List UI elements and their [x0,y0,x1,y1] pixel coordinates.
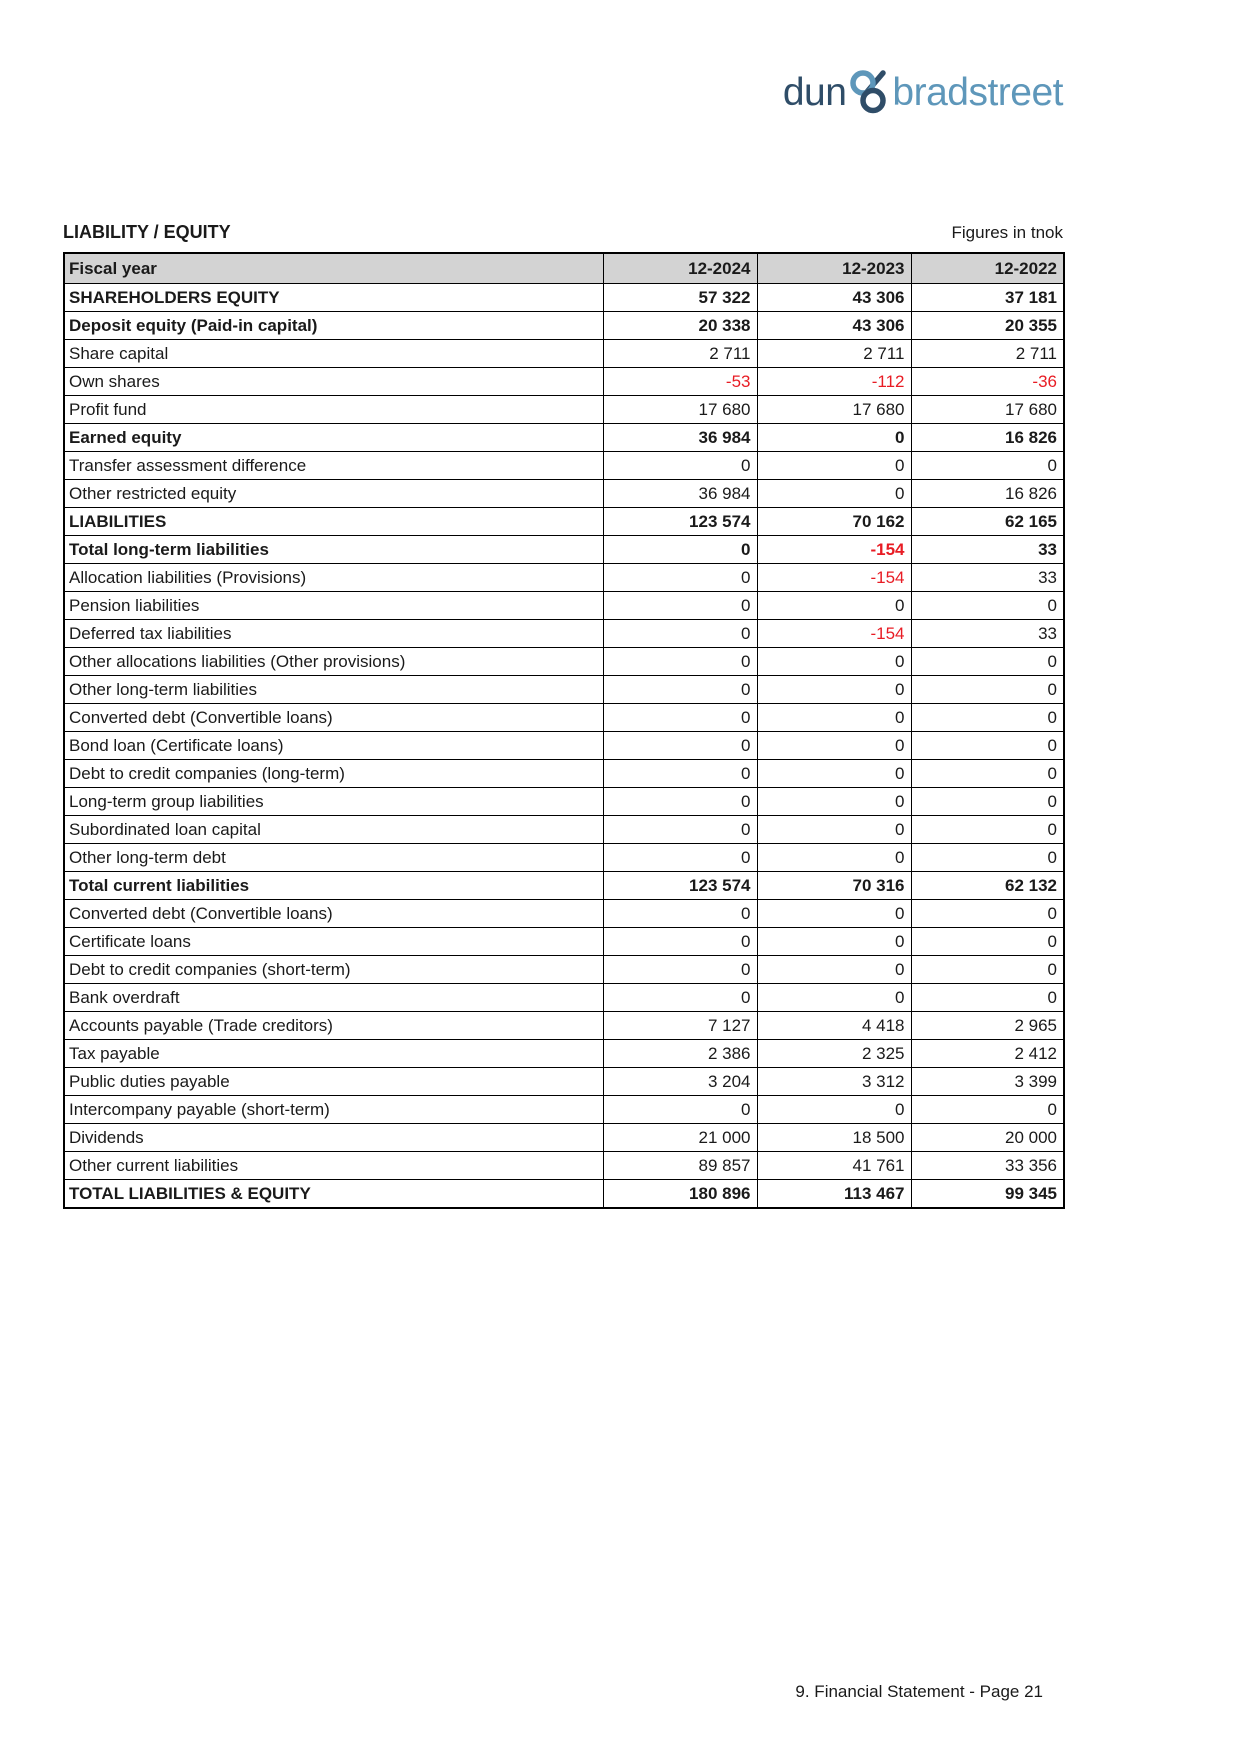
table-row [64,732,1064,760]
row-value: 0 [911,732,1064,760]
row-value: 123 574 [603,872,757,900]
row-value: 0 [603,704,757,732]
table-row [64,704,1064,732]
row-label: Long-term group liabilities [64,788,603,816]
table-row [64,648,1064,676]
row-value: 16 826 [911,480,1064,508]
row-value: 0 [757,452,911,480]
table-body [64,284,1064,1209]
row-value: 57 322 [603,284,757,312]
row-value: 89 857 [603,1152,757,1180]
row-label: Earned equity [64,424,603,452]
table-row [64,1012,1064,1040]
page-title: LIABILITY / EQUITY [63,222,231,242]
row-value: 33 [911,564,1064,592]
table-row [64,872,1064,900]
row-label: Deferred tax liabilities [64,620,603,648]
table-row [64,928,1064,956]
row-label: Deposit equity (Paid-in capital) [64,312,603,340]
table-row [64,844,1064,872]
row-label: Bond loan (Certificate loans) [64,732,603,760]
figures-unit-note: Figures in tnok [951,223,1063,242]
table-row [64,452,1064,480]
table-row [64,1068,1064,1096]
row-value: 0 [757,900,911,928]
row-label: Debt to credit companies (long-term) [64,760,603,788]
header-year-2023: 12-2023 [757,253,911,284]
row-value: 0 [911,704,1064,732]
row-label: Transfer assessment difference [64,452,603,480]
row-value: 0 [757,1096,911,1124]
header-fiscal-year: Fiscal year [64,253,603,284]
row-value: 18 500 [757,1124,911,1152]
row-value: 0 [603,760,757,788]
row-value: 33 [911,620,1064,648]
row-value: 0 [911,956,1064,984]
table-row [64,312,1064,340]
row-value: 113 467 [757,1180,911,1209]
header-year-2022: 12-2022 [911,253,1064,284]
row-value: 0 [757,704,911,732]
row-label: Other restricted equity [64,480,603,508]
row-value: 0 [757,928,911,956]
row-value: -112 [757,368,911,396]
row-value: 99 345 [911,1180,1064,1209]
row-value: 17 680 [911,396,1064,424]
row-value: 0 [911,928,1064,956]
table-row [64,396,1064,424]
row-value: 0 [911,816,1064,844]
row-label: Public duties payable [64,1068,603,1096]
row-value: 0 [757,844,911,872]
row-value: 17 680 [603,396,757,424]
table-row [64,480,1064,508]
row-value: 0 [603,900,757,928]
row-value: 0 [603,816,757,844]
table-row [64,760,1064,788]
row-value: -36 [911,368,1064,396]
row-label: Bank overdraft [64,984,603,1012]
title-row [63,222,1063,243]
liability-equity-table [63,252,1065,1209]
row-value: 3 204 [603,1068,757,1096]
row-label: Profit fund [64,396,603,424]
table-row [64,564,1064,592]
row-value: 0 [757,956,911,984]
row-value: 36 984 [603,480,757,508]
row-value: 0 [911,984,1064,1012]
table-row [64,900,1064,928]
table-row [64,284,1064,312]
row-value: 0 [911,452,1064,480]
row-value: 16 826 [911,424,1064,452]
page-content [63,0,1063,1754]
table-row [64,956,1064,984]
row-label: Other long-term debt [64,844,603,872]
row-value: 0 [911,844,1064,872]
row-value: 0 [757,760,911,788]
row-value: 0 [911,1096,1064,1124]
table-row [64,536,1064,564]
row-value: 0 [757,648,911,676]
row-value: 0 [757,788,911,816]
row-value: 17 680 [757,396,911,424]
row-label: Subordinated loan capital [64,816,603,844]
table-row [64,592,1064,620]
row-value: 0 [603,1096,757,1124]
row-label: Pension liabilities [64,592,603,620]
row-value: -154 [757,564,911,592]
table-row [64,788,1064,816]
row-value: 0 [911,676,1064,704]
row-value: 0 [757,424,911,452]
table-row [64,984,1064,1012]
row-value: 0 [603,928,757,956]
row-label: LIABILITIES [64,508,603,536]
dun-bradstreet-logo [783,68,1063,116]
row-value: 2 386 [603,1040,757,1068]
table-row [64,676,1064,704]
row-value: 70 316 [757,872,911,900]
row-value: 4 418 [757,1012,911,1040]
row-value: 0 [603,648,757,676]
table-row [64,1180,1064,1209]
row-value: 62 165 [911,508,1064,536]
row-value: 0 [911,760,1064,788]
row-value: 20 000 [911,1124,1064,1152]
table-row [64,340,1064,368]
row-value: -53 [603,368,757,396]
row-value: 0 [603,620,757,648]
row-value: 0 [911,648,1064,676]
table-row [64,816,1064,844]
row-label: Total long-term liabilities [64,536,603,564]
table-row [64,1124,1064,1152]
row-value: 0 [603,592,757,620]
row-value: 0 [757,984,911,1012]
row-value: 0 [757,816,911,844]
row-label: Converted debt (Convertible loans) [64,704,603,732]
row-value: 33 356 [911,1152,1064,1180]
row-value: 2 711 [603,340,757,368]
row-label: Dividends [64,1124,603,1152]
table-row [64,1152,1064,1180]
row-value: 20 338 [603,312,757,340]
row-value: 70 162 [757,508,911,536]
row-value: 41 761 [757,1152,911,1180]
row-value: 0 [603,956,757,984]
table-row [64,1096,1064,1124]
row-value: 43 306 [757,284,911,312]
row-value: 0 [911,900,1064,928]
row-value: 2 711 [757,340,911,368]
table-row [64,1040,1064,1068]
row-value: 0 [603,452,757,480]
row-value: 123 574 [603,508,757,536]
row-label: Total current liabilities [64,872,603,900]
row-value: 0 [603,564,757,592]
row-label: Other current liabilities [64,1152,603,1180]
row-value: 2 412 [911,1040,1064,1068]
row-value: 0 [603,984,757,1012]
row-value: 3 399 [911,1068,1064,1096]
row-value: 21 000 [603,1124,757,1152]
row-value: 0 [603,844,757,872]
row-value: 20 355 [911,312,1064,340]
row-label: Own shares [64,368,603,396]
row-value: 0 [911,592,1064,620]
table-row [64,424,1064,452]
row-label: Debt to credit companies (short-term) [64,956,603,984]
row-value: 0 [757,732,911,760]
row-value: -154 [757,536,911,564]
row-value: 0 [603,788,757,816]
row-value: 0 [603,732,757,760]
row-label: SHAREHOLDERS EQUITY [64,284,603,312]
row-value: 37 181 [911,284,1064,312]
row-label: TOTAL LIABILITIES & EQUITY [64,1180,603,1209]
row-value: 0 [757,676,911,704]
row-value: 7 127 [603,1012,757,1040]
row-value: 3 312 [757,1068,911,1096]
table-row [64,508,1064,536]
row-value: 0 [757,480,911,508]
row-label: Tax payable [64,1040,603,1068]
row-value: 33 [911,536,1064,564]
page-footer: 9. Financial Statement - Page 21 [795,1682,1043,1701]
logo-text-dun: dun [782,70,847,114]
row-label: Other long-term liabilities [64,676,603,704]
row-value: 2 711 [911,340,1064,368]
row-label: Allocation liabilities (Provisions) [64,564,603,592]
table-header-row [64,253,1064,284]
ampersand-icon [848,68,890,116]
table-header [64,253,1064,284]
row-value: 0 [603,536,757,564]
row-label: Converted debt (Convertible loans) [64,900,603,928]
row-value: 36 984 [603,424,757,452]
row-value: -154 [757,620,911,648]
row-label: Intercompany payable (short-term) [64,1096,603,1124]
row-value: 0 [603,676,757,704]
row-label: Other allocations liabilities (Other provisions) [64,648,603,676]
row-value: 2 965 [911,1012,1064,1040]
row-value: 180 896 [603,1180,757,1209]
logo-text-bradstreet: bradstreet [892,70,1063,114]
row-value: 43 306 [757,312,911,340]
row-value: 62 132 [911,872,1064,900]
table-row [64,368,1064,396]
header-year-2024: 12-2024 [603,253,757,284]
table-row [64,620,1064,648]
row-value: 0 [911,788,1064,816]
row-label: Certificate loans [64,928,603,956]
row-label: Share capital [64,340,603,368]
row-label: Accounts payable (Trade creditors) [64,1012,603,1040]
row-value: 2 325 [757,1040,911,1068]
row-value: 0 [757,592,911,620]
